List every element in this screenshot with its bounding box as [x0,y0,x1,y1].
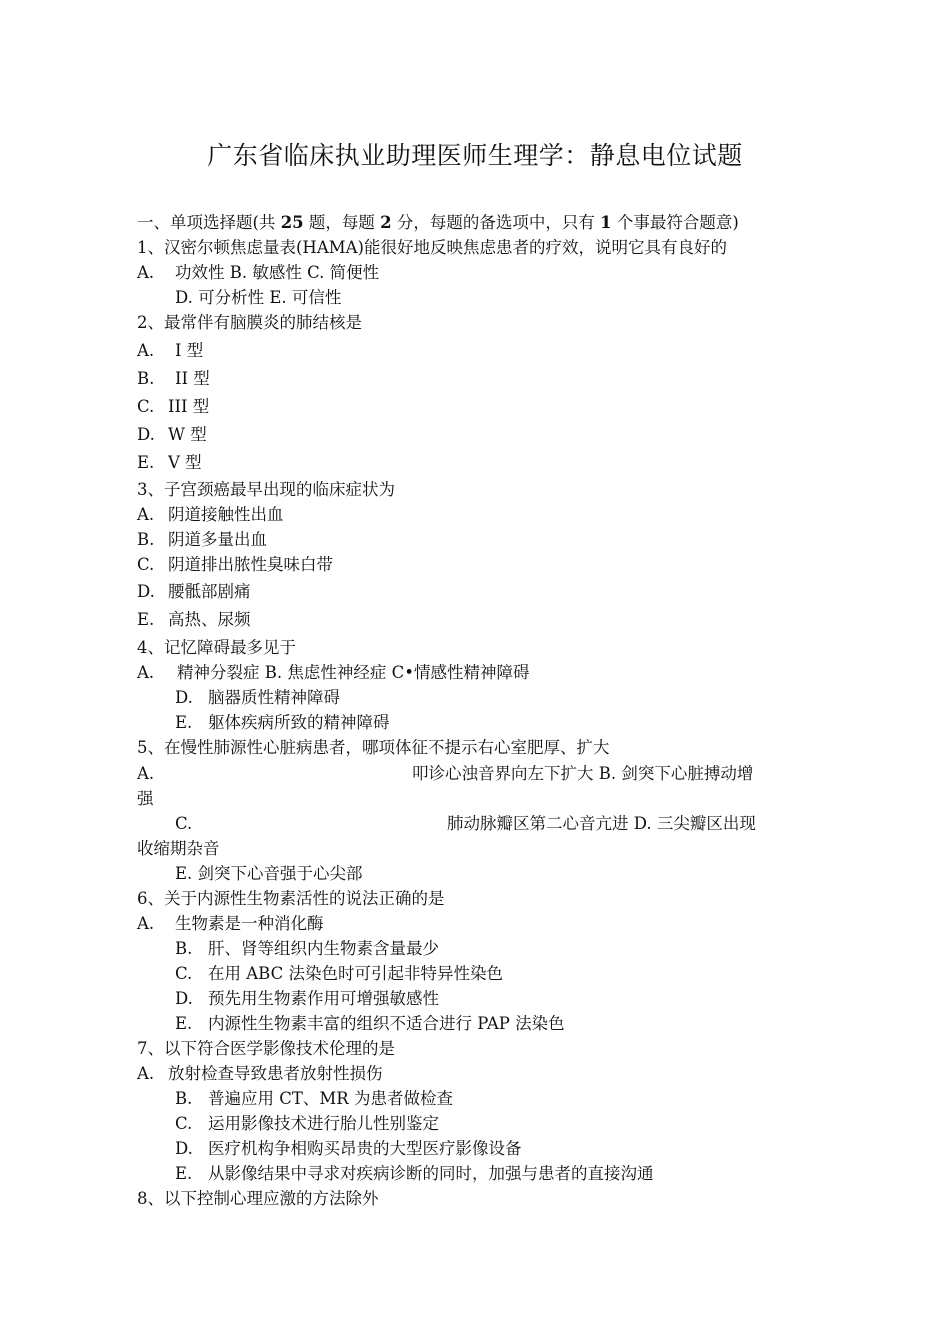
question-stem: 3、子宫颈癌最早出现的临床症状为 [137,480,395,499]
question-option [175,1163,654,1185]
option-text: 在用 ABC 法染色时可引起非特异性染色 [208,964,503,983]
option-label: E. [175,1014,193,1033]
option-text: I 型 [175,341,204,360]
option-text-wrap: 强 [137,789,154,808]
question-option [137,554,333,576]
question-option [137,340,203,362]
option-label: A. [137,263,155,282]
option-text: 内源性生物素丰富的组织不适合进行 PAP 法染色 [208,1014,565,1033]
option-text: 精神分裂症 B. 焦虑性神经症 C•情感性精神障碍 [177,663,530,682]
option-label: E. [137,453,155,472]
option-text: 阴道排出脓性臭味白带 [168,555,333,574]
option-label: D. [175,688,193,707]
option-text: 功效性 B. 敏感性 C. 简便性 [175,263,380,282]
option-label: B. [137,530,155,549]
question-option [175,1113,439,1135]
option-text: 运用影像技术进行胎儿性别鉴定 [208,1114,439,1133]
option-label: E. [175,713,193,732]
question-option [137,368,210,390]
question-option [137,913,324,935]
option-text: 脑器质性精神障碍 [208,688,340,707]
question-option [175,813,756,835]
question-option [137,424,207,446]
option-label: A. [137,1064,155,1083]
option-text: 阴道接触性出血 [168,505,284,524]
question-option [175,938,439,960]
question-option [175,1013,565,1035]
question-stem: 6、关于内源性生物素活性的说法正确的是 [137,889,445,908]
option-label: A. [137,505,155,524]
option-text: 放射检查导致患者放射性损伤 [168,1064,383,1083]
option-text: V 型 [168,453,202,472]
option-label: A. [137,914,155,933]
option-text: 普遍应用 CT、MR 为患者做检查 [208,1089,453,1108]
option-label: D. [175,989,193,1008]
section-text: 分，每题的备选项中，只有 [391,213,601,232]
question-option [175,712,390,734]
option-text: 高热、尿频 [168,610,251,629]
question-stem: 5、在慢性肺源性心脏病患者，哪项体征不提示右心室肥厚、扩大 [137,738,610,757]
option-label: B. [175,1089,193,1108]
option-label: D. [175,1139,193,1158]
option-text: 腰骶部剧痛 [168,582,251,601]
question-option [137,529,267,551]
option-text: W 型 [168,425,207,444]
section-text: 个事最符合题意) [611,213,739,232]
option-text: 躯体疾病所致的精神障碍 [208,713,390,732]
option-text: 从影像结果中寻求对疾病诊断的同时，加强与患者的直接沟通 [208,1164,654,1183]
option-label: B. [137,369,155,388]
option-text: 肝、肾等组织内生物素含量最少 [208,939,439,958]
question-option [175,1138,522,1160]
question-option [175,988,439,1010]
option-label: A. [137,663,155,682]
option-label: C. [175,1114,193,1133]
section-heading [137,212,739,234]
answer-count: 1 [600,213,612,232]
option-text: III 型 [168,397,210,416]
question-option [137,504,284,526]
question-option: E. 剑突下心音强于心尖部 [175,864,363,883]
question-option [137,396,209,418]
question-count: 25 [280,213,304,232]
points-per-question: 2 [380,213,392,232]
question-option [137,1063,383,1085]
option-text: 生物素是一种消化酶 [175,914,324,933]
option-text: 预先用生物素作用可增强敏感性 [208,989,439,1008]
question-stem: 8、以下控制心理应激的方法除外 [137,1189,379,1208]
question-option [137,609,251,631]
question-option [137,452,202,474]
option-label: E. [137,610,155,629]
option-label: C. [175,814,193,833]
question-option [137,581,251,603]
section-text: 题，每题 [303,213,381,232]
option-label: A. [137,764,155,783]
question-stem: 2、最常伴有脑膜炎的肺结核是 [137,313,362,332]
option-label: A. [137,341,155,360]
page-title: 广东省临床执业助理医师生理学：静息电位试题 [207,141,743,170]
question-option [137,262,379,284]
question-option [137,763,753,785]
option-text: 叩诊心浊音界向左下扩大 B. 剑突下心脏搏动增 [412,764,754,783]
option-text: 阴道多量出血 [168,530,267,549]
option-label: E. [175,1164,193,1183]
question-option [137,662,529,684]
question-option [175,963,503,985]
option-label: B. [175,939,193,958]
option-text: 肺动脉瓣区第二心音亢进 D. 三尖瓣区出现 [447,814,756,833]
question-option [175,687,340,709]
question-stem: 4、记忆障碍最多见于 [137,638,296,657]
option-label: D. [137,425,155,444]
question-stem: 1、汉密尔顿焦虑量表(HAMA)能很好地反映焦虑患者的疗效，说明它具有良好的 [137,238,727,257]
option-text: II 型 [175,369,210,388]
question-option [175,1088,453,1110]
option-label: C. [175,964,193,983]
option-label: C. [137,397,155,416]
question-option: D. 可分析性 E. 可信性 [175,288,342,307]
option-text-wrap: 收缩期杂音 [137,839,220,858]
option-text: 医疗机构争相购买昂贵的大型医疗影像设备 [208,1139,522,1158]
section-text: 一、单项选择题(共 [137,213,281,232]
question-stem: 7、以下符合医学影像技术伦理的是 [137,1039,395,1058]
option-label: C. [137,555,155,574]
option-label: D. [137,582,155,601]
